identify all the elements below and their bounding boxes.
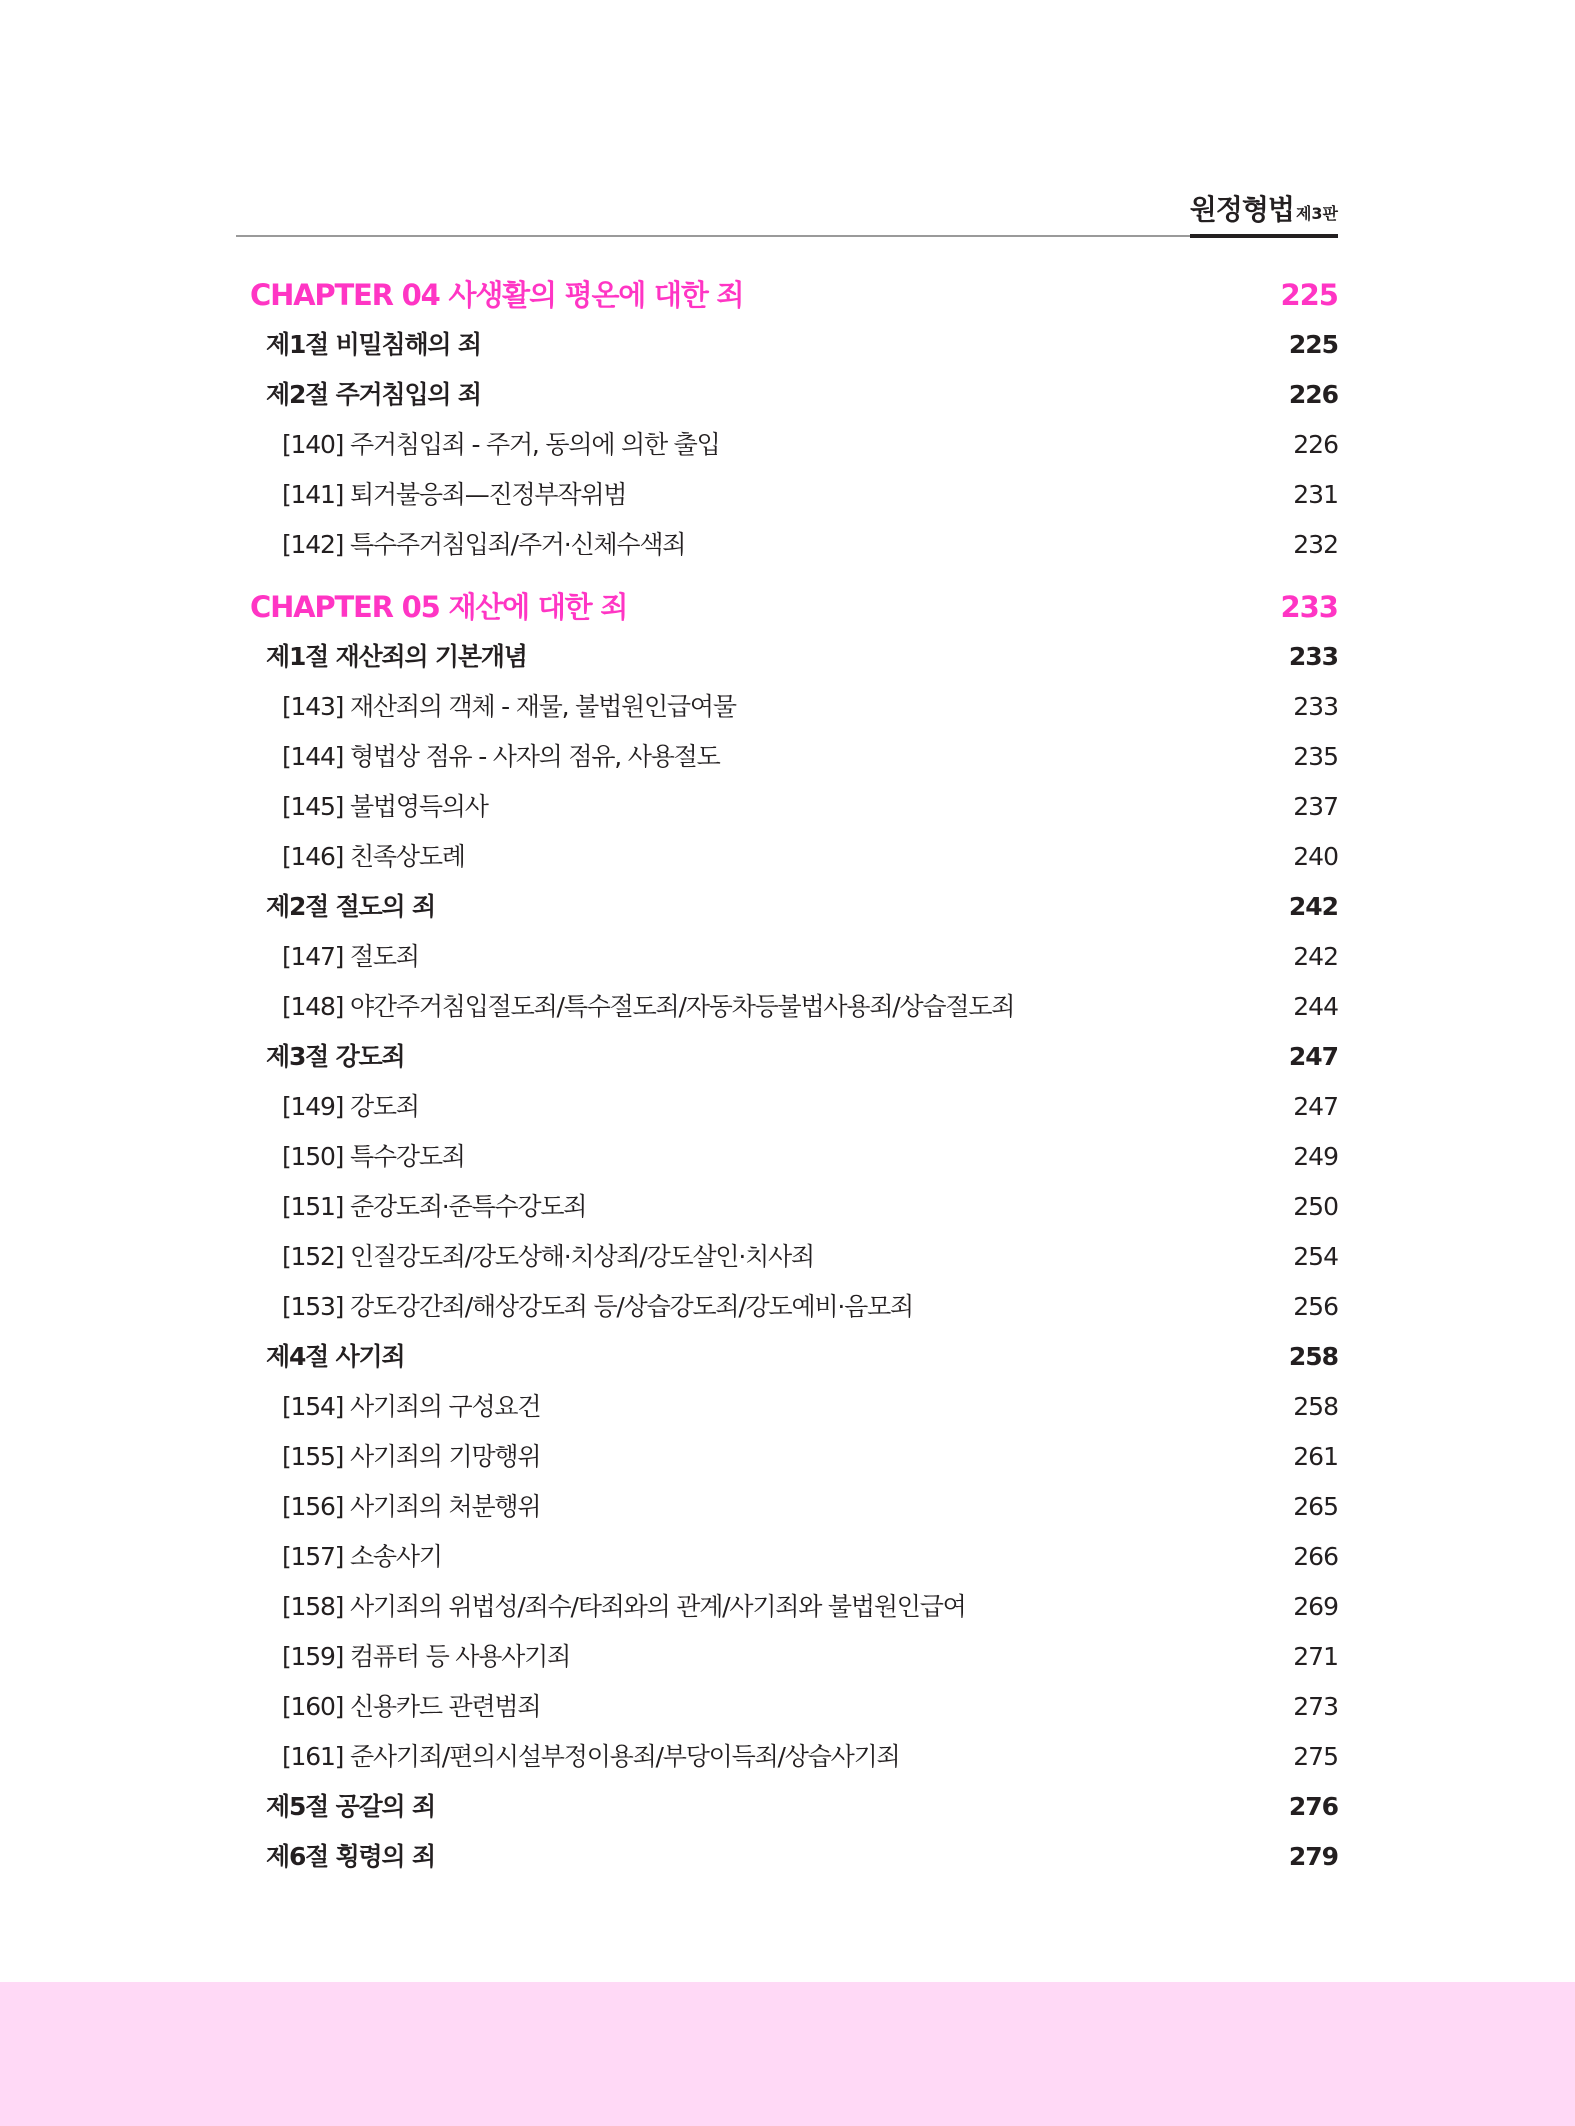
book-edition: 제3판: [1295, 204, 1338, 223]
toc-page-number: 249: [1293, 1142, 1338, 1171]
toc-page-number: 269: [1293, 1592, 1338, 1621]
toc-topic-title: [144] 형법상 점유 - 사자의 점유, 사용절도: [282, 742, 720, 771]
toc-section[interactable]: [250, 1032, 1338, 1082]
toc-section-title: 제5절 공갈의 죄: [266, 1792, 435, 1821]
toc-page-number: 261: [1293, 1442, 1338, 1471]
toc-page-number: 250: [1293, 1192, 1338, 1221]
toc-page-number: 258: [1293, 1392, 1338, 1421]
toc-page-number: 237: [1293, 792, 1338, 821]
toc-page-number: 244: [1293, 992, 1338, 1021]
toc-section-title: 제2절 절도의 죄: [266, 892, 435, 921]
toc-section[interactable]: [250, 370, 1338, 420]
toc-page-number: 233: [1280, 590, 1338, 624]
toc-page-number: 225: [1288, 330, 1338, 359]
toc-topic-title: [155] 사기죄의 기망행위: [282, 1442, 541, 1471]
toc-topic[interactable]: [250, 1582, 1338, 1632]
toc-topic[interactable]: [250, 932, 1338, 982]
toc-topic[interactable]: [250, 1682, 1338, 1732]
toc-topic-title: [140] 주거침입죄 - 주거, 동의에 의한 출입: [282, 430, 720, 459]
running-header: [236, 190, 1338, 237]
toc-section[interactable]: [250, 882, 1338, 932]
toc-page-number: 256: [1293, 1292, 1338, 1321]
toc-page-number: 279: [1288, 1842, 1338, 1871]
toc-chapter-title: CHAPTER 04 사생활의 평온에 대한 죄: [250, 278, 744, 312]
toc-page-number: 266: [1293, 1542, 1338, 1571]
toc-section-title: 제3절 강도죄: [266, 1042, 405, 1071]
toc-topic-title: [157] 소송사기: [282, 1542, 442, 1571]
toc-topic-title: [159] 컴퓨터 등 사용사기죄: [282, 1642, 571, 1671]
toc-section[interactable]: [250, 632, 1338, 682]
toc-topic[interactable]: [250, 1082, 1338, 1132]
toc-section[interactable]: [250, 1832, 1338, 1882]
toc-chapter[interactable]: [250, 270, 1338, 320]
toc-topic[interactable]: [250, 520, 1338, 570]
toc-section-title: 제6절 횡령의 죄: [266, 1842, 435, 1871]
toc-topic-title: [158] 사기죄의 위법성/죄수/타죄와의 관계/사기죄와 불법원인급여: [282, 1592, 966, 1621]
toc-topic[interactable]: [250, 1382, 1338, 1432]
toc-topic[interactable]: [250, 470, 1338, 520]
toc-topic[interactable]: [250, 982, 1338, 1032]
toc-topic[interactable]: [250, 1182, 1338, 1232]
toc-topic-title: [153] 강도강간죄/해상강도죄 등/상습강도죄/강도예비·음모죄: [282, 1292, 913, 1321]
toc-topic[interactable]: [250, 420, 1338, 470]
toc-section-title: 제1절 재산죄의 기본개념: [266, 642, 527, 671]
toc-topic[interactable]: [250, 1232, 1338, 1282]
toc-page-number: 276: [1288, 1792, 1338, 1821]
toc-page-number: 226: [1288, 380, 1338, 409]
toc-topic[interactable]: [250, 1632, 1338, 1682]
toc-section[interactable]: [250, 1782, 1338, 1832]
toc-topic-title: [142] 특수주거침입죄/주거·신체수색죄: [282, 530, 686, 559]
toc-section-title: 제1절 비밀침해의 죄: [266, 330, 481, 359]
toc-section[interactable]: [250, 320, 1338, 370]
book-title-main: 원정형법: [1189, 193, 1294, 226]
toc-page-number: 232: [1293, 530, 1338, 559]
footer-band: [0, 1982, 1575, 2126]
toc-topic-title: [145] 불법영득의사: [282, 792, 488, 821]
toc-section[interactable]: [250, 1332, 1338, 1382]
toc-topic-title: [148] 야간주거침입절도죄/특수절도죄/자동차등불법사용죄/상습절도죄: [282, 992, 1015, 1021]
toc-chapter-title: CHAPTER 05 재산에 대한 죄: [250, 590, 628, 624]
toc-topic[interactable]: [250, 782, 1338, 832]
toc-topic[interactable]: [250, 1482, 1338, 1532]
toc-page-number: 240: [1293, 842, 1338, 871]
toc-page-number: 231: [1293, 480, 1338, 509]
toc-page-number: 242: [1288, 892, 1338, 921]
toc-page-number: 233: [1293, 692, 1338, 721]
toc-chapter[interactable]: [250, 582, 1338, 632]
toc-topic-title: [149] 강도죄: [282, 1092, 419, 1121]
toc-topic-title: [150] 특수강도죄: [282, 1142, 465, 1171]
toc-page-number: 247: [1293, 1092, 1338, 1121]
toc-topic[interactable]: [250, 1282, 1338, 1332]
toc-page-number: 247: [1288, 1042, 1338, 1071]
toc-topic-title: [147] 절도죄: [282, 942, 419, 971]
toc-topic-title: [141] 퇴거불응죄—진정부작위범: [282, 480, 627, 509]
toc-topic[interactable]: [250, 1532, 1338, 1582]
table-of-contents: [250, 270, 1338, 1882]
toc-page-number: 254: [1293, 1242, 1338, 1271]
toc-page-number: 242: [1293, 942, 1338, 971]
toc-topic-title: [161] 준사기죄/편의시설부정이용죄/부당이득죄/상습사기죄: [282, 1742, 900, 1771]
toc-page-number: 235: [1293, 742, 1338, 771]
toc-topic-title: [146] 친족상도례: [282, 842, 465, 871]
toc-topic[interactable]: [250, 682, 1338, 732]
toc-page-number: 233: [1288, 642, 1338, 671]
toc-topic-title: [154] 사기죄의 구성요건: [282, 1392, 541, 1421]
toc-topic[interactable]: [250, 732, 1338, 782]
toc-topic-title: [151] 준강도죄·준특수강도죄: [282, 1192, 587, 1221]
toc-page-number: 273: [1293, 1692, 1338, 1721]
book-title: [1190, 190, 1338, 235]
toc-topic-title: [152] 인질강도죄/강도상해·치상죄/강도살인·치사죄: [282, 1242, 814, 1271]
toc-topic[interactable]: [250, 832, 1338, 882]
toc-page-number: 226: [1293, 430, 1338, 459]
toc-page-number: 258: [1288, 1342, 1338, 1371]
toc-page-number: 271: [1293, 1642, 1338, 1671]
toc-section-title: 제4절 사기죄: [266, 1342, 405, 1371]
toc-page-number: 265: [1293, 1492, 1338, 1521]
toc-topic-title: [143] 재산죄의 객체 - 재물, 불법원인급여물: [282, 692, 736, 721]
toc-page-number: 275: [1293, 1742, 1338, 1771]
toc-topic[interactable]: [250, 1732, 1338, 1782]
toc-topic-title: [156] 사기죄의 처분행위: [282, 1492, 541, 1521]
toc-topic-title: [160] 신용카드 관련범죄: [282, 1692, 541, 1721]
toc-section-title: 제2절 주거침입의 죄: [266, 380, 481, 409]
toc-topic[interactable]: [250, 1132, 1338, 1182]
toc-topic[interactable]: [250, 1432, 1338, 1482]
toc-page-number: 225: [1280, 278, 1338, 312]
